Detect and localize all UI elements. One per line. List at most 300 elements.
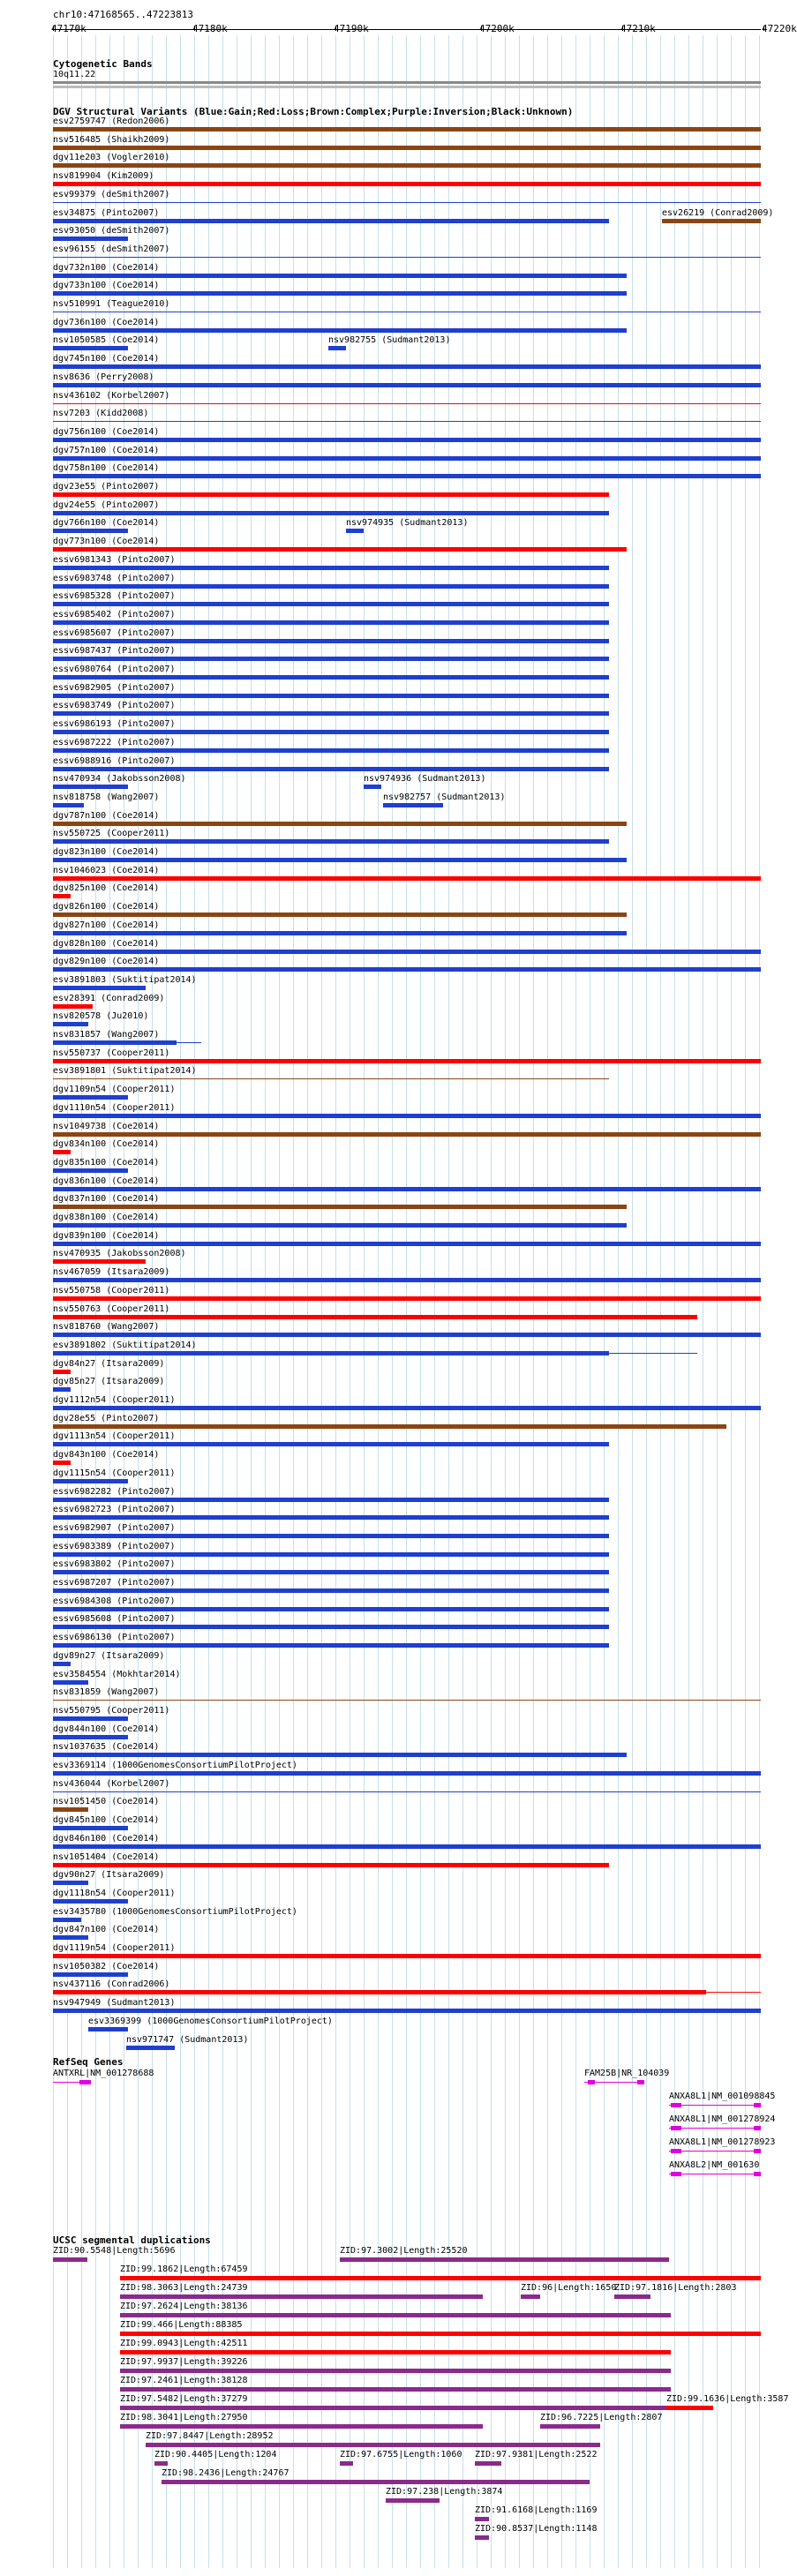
variant-bar[interactable] [53, 986, 146, 990]
cytoband-strip-lower [53, 86, 761, 88]
gene-exon[interactable] [754, 2126, 761, 2130]
variant-bar[interactable] [53, 1552, 609, 1557]
segdup-label: ZID:97.8447|Length:28952 [146, 2431, 274, 2441]
segdup-label: ZID:99.1862|Length:67459 [120, 2264, 248, 2274]
variant-bar[interactable] [53, 1333, 761, 1337]
gene-label: ANXA8L1|NM_001278924 [669, 2114, 776, 2124]
segdup-bar[interactable] [614, 2294, 650, 2299]
variant-bar[interactable] [53, 1004, 93, 1009]
variant-label: dgv90n27 (Itsara2009) [53, 1870, 165, 1880]
variant-tail-line [177, 1042, 201, 1043]
gene-intron-line [669, 2105, 761, 2106]
variant-label: essv6980764 (Pinto2007) [53, 665, 176, 674]
variant-bar[interactable] [53, 1826, 128, 1830]
variant-bar[interactable] [53, 237, 128, 241]
segdup-label: ZID:97.9381|Length:2522 [475, 2450, 598, 2460]
variant-bar[interactable] [364, 785, 381, 789]
segdup-bar[interactable] [521, 2294, 540, 2299]
gene-exon[interactable] [671, 2126, 681, 2130]
variant-bar[interactable] [53, 383, 761, 387]
variant-label: esv3369114 (1000GenomesConsortiumPilotProject) [53, 1761, 297, 1770]
variant-label: dgv758n100 (Coe2014) [53, 463, 160, 473]
segdup-bar[interactable] [120, 2350, 671, 2354]
segdup-bar[interactable] [120, 2294, 483, 2299]
variant-label: dgv846n100 (Coe2014) [53, 1834, 160, 1844]
grid-line [180, 35, 181, 2568]
variant-bar[interactable] [53, 1935, 88, 1940]
variant-bar[interactable] [53, 456, 761, 461]
variant-bar[interactable] [53, 1223, 627, 1228]
variant-thin-bar[interactable] [53, 257, 761, 258]
variant-label: nsv982757 (Sudmant2013) [383, 792, 506, 802]
grid-line [604, 35, 605, 2568]
variant-bar[interactable] [53, 1187, 761, 1191]
ruler-tick-label: 47190k [334, 23, 369, 34]
variant-label: dgv89n27 (Itsara2009) [53, 1651, 165, 1661]
variant-label: nsv1049738 (Coe2014) [53, 1122, 160, 1131]
variant-bar[interactable] [53, 1534, 609, 1538]
variant-bar[interactable] [53, 1168, 128, 1173]
variant-label: dgv1110n54 (Cooper2011) [53, 1103, 176, 1113]
variant-bar[interactable] [53, 566, 609, 570]
variant-bar[interactable] [53, 1351, 609, 1356]
variant-bar[interactable] [53, 547, 627, 552]
variant-label: esv3891802 (Suktitipat2014) [53, 1341, 197, 1350]
ucsc-track-title: UCSC segmental duplications [53, 2234, 211, 2246]
variant-label: essv6988916 (Pinto2007) [53, 756, 176, 766]
variant-bar[interactable] [53, 274, 627, 278]
variant-bar[interactable] [53, 876, 761, 881]
variant-thin-bar[interactable] [53, 1078, 609, 1079]
grid-line [519, 35, 520, 2568]
variant-bar[interactable] [53, 1461, 71, 1465]
variant-label: nsv820578 (Ju2010) [53, 1011, 149, 1021]
variant-label: essv6982905 (Pinto2007) [53, 683, 176, 693]
variant-label: nsv470935 (Jakobsson2008) [53, 1249, 186, 1258]
variant-label: dgv11e203 (Vogler2010) [53, 153, 170, 162]
variant-thin-bar[interactable] [53, 421, 761, 422]
grid-line [491, 35, 492, 2568]
variant-label: dgv837n100 (Coe2014) [53, 1194, 160, 1204]
variant-label: nsv437116 (Conrad2006) [53, 1979, 170, 1989]
variant-label: essv6987207 (Pinto2007) [53, 1578, 176, 1588]
segdup-bar[interactable] [146, 2443, 600, 2447]
variant-label: essv6986193 (Pinto2007) [53, 719, 176, 729]
variant-bar[interactable] [53, 474, 761, 478]
variant-label: dgv787n100 (Coe2014) [53, 811, 160, 821]
variant-bar[interactable] [53, 711, 609, 716]
variant-label: nsv550725 (Cooper2011) [53, 829, 170, 838]
variant-label: dgv23e55 (Pinto2007) [53, 482, 160, 492]
grid-line [434, 35, 435, 2568]
variant-label: dgv825n100 (Coe2014) [53, 883, 160, 893]
gene-exon[interactable] [588, 2080, 595, 2084]
grid-line [378, 35, 379, 2568]
cytoband-label: 10q11.22 [53, 70, 96, 79]
segdup-bar[interactable] [120, 2332, 761, 2336]
gene-exon[interactable] [637, 2080, 644, 2084]
variant-bar[interactable] [53, 1259, 146, 1264]
segdup-bar[interactable] [386, 2498, 440, 2503]
variant-tail-line [706, 1992, 761, 1993]
grid-line [547, 35, 548, 2568]
variant-thin-bar[interactable] [53, 1700, 761, 1701]
grid-line [462, 35, 463, 2568]
segdup-bar[interactable] [162, 2480, 590, 2484]
variant-bar[interactable] [53, 438, 761, 442]
variant-label: nsv550795 (Cooper2011) [53, 1706, 170, 1716]
variant-bar[interactable] [53, 1716, 128, 1721]
segdup-bar[interactable] [120, 2313, 671, 2317]
variant-label: nsv550758 (Cooper2011) [53, 1286, 170, 1296]
variant-label: dgv1118n54 (Cooper2011) [53, 1889, 176, 1898]
variant-tail-line [609, 1353, 697, 1354]
gene-label: ANXA8L1|NM_001098845 [669, 2092, 776, 2101]
segdup-bar[interactable] [120, 2424, 483, 2429]
variant-bar[interactable] [53, 1625, 609, 1629]
segdup-label: ZID:98.3063|Length:24739 [120, 2283, 248, 2293]
segdup-label: ZID:91.6168|Length:1169 [475, 2505, 598, 2515]
variant-label: dgv766n100 (Coe2014) [53, 518, 160, 528]
variant-label: nsv436102 (Korbel2007) [53, 391, 170, 401]
variant-label: esv3435780 (1000GenomesConsortiumPilotProject) [53, 1907, 297, 1917]
variant-label: dgv829n100 (Coe2014) [53, 957, 160, 966]
variant-label: dgv757n100 (Coe2014) [53, 446, 160, 455]
variant-label: essv6981343 (Pinto2007) [53, 555, 176, 565]
variant-bar[interactable] [53, 1771, 761, 1776]
segdup-label: ZID:97.9937|Length:39226 [120, 2357, 248, 2367]
segdup-label: ZID:90.4405|Length:1204 [154, 2450, 277, 2460]
variant-bar[interactable] [53, 1132, 761, 1137]
variant-bar[interactable] [53, 511, 609, 515]
segdup-label: ZID:97.6755|Length:1060 [340, 2450, 462, 2460]
variant-label: dgv845n100 (Coe2014) [53, 1815, 160, 1825]
variant-bar[interactable] [53, 803, 84, 807]
variant-bar[interactable] [53, 602, 609, 606]
variant-label: essv6985608 (Pinto2007) [53, 1614, 176, 1624]
variant-tail-line [66, 1919, 81, 1920]
segdup-label: ZID:98.2436|Length:24767 [162, 2468, 289, 2478]
variant-bar[interactable] [53, 1022, 88, 1026]
variant-bar[interactable] [53, 858, 627, 862]
variant-bar[interactable] [53, 639, 609, 643]
gene-label: FAM25B|NR_104039 [584, 2069, 670, 2078]
segdup-label: ZID:97.2624|Length:38136 [120, 2302, 248, 2311]
variant-label: essv6983802 (Pinto2007) [53, 1559, 176, 1569]
segdup-bar[interactable] [475, 2535, 489, 2540]
variant-bar[interactable] [53, 584, 609, 589]
variant-bar[interactable] [53, 1881, 88, 1885]
variant-label: dgv84n27 (Itsara2009) [53, 1359, 165, 1369]
variant-label: nsv516485 (Shaikh2009) [53, 135, 170, 145]
variant-label: nsv467059 (Itsara2009) [53, 1267, 170, 1277]
segdup-label: ZID:96.7225|Length:2807 [540, 2413, 663, 2422]
variant-label: esv2759747 (Redon2006) [53, 116, 170, 126]
variant-bar[interactable] [53, 1059, 761, 1063]
variant-label: nsv1050382 (Coe2014) [53, 1962, 160, 1971]
variant-label: essv6982907 (Pinto2007) [53, 1523, 176, 1533]
variant-label: dgv827n100 (Coe2014) [53, 920, 160, 930]
variant-bar[interactable] [53, 364, 761, 369]
grid-line [745, 35, 746, 2568]
variant-bar[interactable] [53, 291, 627, 296]
ruler-tick-label: 47180k [192, 23, 228, 34]
variant-thin-bar[interactable] [53, 1791, 761, 1792]
variant-bar[interactable] [53, 950, 761, 954]
variant-label: esv3369399 (1000GenomesConsortiumPilotProject) [88, 2016, 333, 2026]
refseq-track-title: RefSeq Genes [53, 2056, 124, 2068]
variant-label: nsv1037635 (Coe2014) [53, 1742, 160, 1752]
variant-label: nsv947949 (Sudmant2013) [53, 1998, 176, 2008]
grid-line [335, 35, 336, 2568]
gene-exon[interactable] [754, 2149, 761, 2153]
variant-label: essv6983389 (Pinto2007) [53, 1542, 176, 1551]
variant-bar[interactable] [53, 1899, 128, 1904]
gene-exon[interactable] [84, 2080, 91, 2084]
variant-label: nsv550763 (Cooper2011) [53, 1304, 170, 1314]
gene-intron-line [669, 2128, 761, 2129]
variant-label: esv96155 (deSmith2007) [53, 244, 170, 254]
grid-line [392, 35, 393, 2568]
variant-bar[interactable] [53, 1315, 697, 1319]
variant-label: dgv839n100 (Coe2014) [53, 1231, 160, 1241]
variant-bar[interactable] [53, 1680, 88, 1685]
variant-bar[interactable] [53, 1296, 761, 1301]
segdup-bar[interactable] [475, 2461, 501, 2466]
variant-bar[interactable] [53, 346, 128, 350]
segdup-label: ZID:98.3041|Length:27950 [120, 2413, 248, 2422]
segdup-label: ZID:97.3002|Length:25520 [340, 2246, 468, 2256]
variant-bar[interactable] [53, 1442, 609, 1446]
variant-bar[interactable] [53, 894, 71, 898]
gene-exon[interactable] [754, 2103, 761, 2107]
variant-label: nsv982755 (Sudmant2013) [328, 335, 451, 345]
grid-line [561, 35, 562, 2568]
variant-label: dgv1113n54 (Cooper2011) [53, 1431, 176, 1441]
segdup-bar[interactable] [120, 2387, 671, 2392]
variant-label: dgv844n100 (Coe2014) [53, 1724, 160, 1734]
variant-bar[interactable] [53, 730, 609, 734]
variant-bar[interactable] [53, 694, 609, 698]
variant-bar[interactable] [346, 529, 364, 533]
variant-bar[interactable] [53, 785, 128, 789]
variant-bar[interactable] [88, 2027, 128, 2032]
variant-label: esv93050 (deSmith2007) [53, 226, 170, 236]
variant-bar[interactable] [53, 146, 761, 150]
variant-label: nsv1051450 (Coe2014) [53, 1797, 160, 1806]
segdup-bar[interactable] [120, 2369, 671, 2373]
variant-label: nsv470934 (Jakobsson2008) [53, 774, 186, 784]
segdup-label: ZID:99.466|Length:88385 [120, 2320, 243, 2330]
variant-bar[interactable] [53, 620, 609, 625]
variant-bar[interactable] [53, 328, 627, 333]
variant-bar[interactable] [53, 1863, 609, 1867]
grid-line [660, 35, 661, 2568]
variant-bar[interactable] [53, 1370, 71, 1374]
variant-label: dgv838n100 (Coe2014) [53, 1213, 160, 1222]
variant-bar[interactable] [53, 1040, 177, 1045]
grid-line [575, 35, 576, 2568]
variant-label: nsv8636 (Perry2008) [53, 372, 154, 382]
variant-bar[interactable] [328, 346, 346, 350]
variant-label: nsv819904 (Kim2009) [53, 171, 154, 181]
grid-line [759, 35, 760, 2568]
grid-line [406, 35, 407, 2568]
grid-line [632, 35, 633, 2568]
segdup-bar[interactable] [666, 2406, 713, 2410]
grid-line [194, 35, 195, 2568]
variant-label: nsv510991 (Teague2010) [53, 299, 170, 309]
variant-label: essv6985402 (Pinto2007) [53, 610, 176, 620]
variant-bar[interactable] [53, 675, 609, 680]
segdup-bar[interactable] [154, 2461, 168, 2466]
grid-line [208, 35, 209, 2568]
variant-bar[interactable] [53, 839, 609, 844]
grid-line [364, 35, 365, 2568]
variant-bar[interactable] [53, 1972, 128, 1977]
variant-bar[interactable] [662, 219, 761, 223]
variant-bar[interactable] [53, 1278, 761, 1282]
variant-bar[interactable] [53, 1150, 71, 1154]
variant-bar[interactable] [53, 1643, 609, 1648]
variant-bar[interactable] [53, 2009, 761, 2013]
segdup-label: ZID:97.238|Length:3874 [386, 2487, 503, 2497]
variant-bar[interactable] [53, 182, 761, 186]
variant-label: esv26219 (Conrad2009) [662, 208, 774, 218]
variant-label: essv6982723 (Pinto2007) [53, 1505, 176, 1514]
segdup-bar[interactable] [340, 2461, 353, 2466]
variant-label: dgv836n100 (Coe2014) [53, 1176, 160, 1186]
variant-bar[interactable] [53, 492, 609, 497]
grid-line [646, 35, 647, 2568]
variant-bar[interactable] [53, 767, 609, 771]
segdup-bar[interactable] [120, 2406, 671, 2410]
variant-label: esv34875 (Pinto2007) [53, 208, 160, 218]
grid-line [533, 35, 534, 2568]
variant-thin-bar[interactable] [53, 403, 761, 404]
variant-label: dgv828n100 (Coe2014) [53, 939, 160, 949]
variant-bar[interactable] [53, 967, 761, 972]
variant-bar[interactable] [53, 657, 609, 661]
variant-label: dgv1112n54 (Cooper2011) [53, 1395, 176, 1405]
variant-label: esv3891803 (Suktitipat2014) [53, 975, 197, 985]
variant-label: esv3584554 (Mokhtar2014) [53, 1670, 181, 1679]
variant-bar[interactable] [53, 1095, 128, 1100]
variant-label: dgv835n100 (Coe2014) [53, 1158, 160, 1168]
variant-label: essv6985607 (Pinto2007) [53, 628, 176, 638]
variant-bar[interactable] [53, 1753, 627, 1757]
grid-line [505, 35, 506, 2568]
variant-bar[interactable] [53, 163, 761, 168]
variant-bar[interactable] [53, 127, 761, 131]
variant-bar[interactable] [53, 1114, 761, 1118]
variant-bar[interactable] [126, 2046, 175, 2050]
variant-bar[interactable] [53, 1662, 71, 1666]
segdup-label: ZID:99.1636|Length:3587 [666, 2394, 789, 2404]
grid-line [166, 35, 167, 2568]
variant-label: dgv732n100 (Coe2014) [53, 263, 160, 273]
grid-line [152, 35, 153, 2568]
variant-bar[interactable] [53, 931, 627, 935]
gene-exon[interactable] [671, 2103, 681, 2107]
variant-bar[interactable] [383, 803, 443, 807]
grid-line [293, 35, 294, 2568]
variant-bar[interactable] [53, 912, 627, 917]
gene-exon[interactable] [671, 2172, 681, 2176]
variant-bar[interactable] [53, 1588, 609, 1593]
ruler-tick-label: 47210k [620, 23, 656, 34]
variant-label: nsv436044 (Korbel2007) [53, 1779, 170, 1789]
variant-bar[interactable] [53, 1954, 761, 1958]
variant-bar[interactable] [53, 1479, 128, 1483]
variant-label: essv6985328 (Pinto2007) [53, 591, 176, 601]
variant-bar[interactable] [53, 1990, 706, 1994]
coordinate-label: chr10:47168565..47223813 [53, 9, 193, 20]
variant-bar[interactable] [53, 822, 627, 826]
segdup-bar[interactable] [540, 2424, 600, 2429]
segdup-label: ZID:90.5548|Length:5696 [53, 2246, 176, 2256]
variant-label: esv3891801 (Suktitipat2014) [53, 1066, 197, 1076]
segdup-bar[interactable] [53, 2257, 87, 2262]
variant-label: essv6983748 (Pinto2007) [53, 574, 176, 583]
segdup-label: ZID:97.5482|Length:37279 [120, 2394, 248, 2404]
variant-bar[interactable] [53, 1570, 609, 1574]
variant-label: nsv1051404 (Coe2014) [53, 1852, 160, 1862]
variant-label: nsv831857 (Wang2007) [53, 1030, 160, 1040]
grid-line [688, 35, 689, 2568]
variant-bar[interactable] [53, 1607, 609, 1611]
variant-bar[interactable] [53, 1498, 609, 1502]
variant-bar[interactable] [53, 1424, 726, 1429]
grid-line [251, 35, 252, 2568]
segdup-bar[interactable] [120, 2276, 761, 2280]
variant-bar[interactable] [53, 1387, 71, 1392]
variant-bar[interactable] [53, 1844, 761, 1849]
variant-bar[interactable] [53, 1242, 761, 1246]
cytoband-track-title: Cytogenetic Bands [53, 58, 153, 70]
segdup-label: ZID:90.8537|Length:1148 [475, 2524, 598, 2534]
variant-bar[interactable] [53, 748, 609, 753]
variant-label: essv6987222 (Pinto2007) [53, 738, 176, 747]
variant-thin-bar[interactable] [53, 202, 761, 203]
gene-exon[interactable] [754, 2172, 761, 2176]
segdup-bar[interactable] [340, 2257, 669, 2262]
variant-label: nsv974936 (Sudmant2013) [364, 774, 486, 784]
gene-label: ANTXRL|NM_001278688 [53, 2069, 154, 2078]
variant-label: nsv831859 (Wang2007) [53, 1687, 160, 1697]
grid-line [420, 35, 421, 2568]
variant-bar[interactable] [53, 1735, 128, 1739]
variant-label: nsv550737 (Cooper2011) [53, 1048, 170, 1058]
grid-line [731, 35, 732, 2568]
variant-bar[interactable] [53, 1205, 627, 1209]
variant-bar[interactable] [53, 1406, 761, 1410]
variant-label: dgv823n100 (Coe2014) [53, 847, 160, 857]
grid-line [618, 35, 619, 2568]
segdup-label: ZID:96|Length:1650 [521, 2283, 617, 2293]
cytoband-strip[interactable] [53, 81, 761, 84]
variant-bar[interactable] [53, 1515, 609, 1520]
variant-bar[interactable] [53, 1807, 88, 1812]
segdup-bar[interactable] [475, 2517, 489, 2521]
variant-bar[interactable] [53, 219, 609, 223]
variant-label: essv6983749 (Pinto2007) [53, 701, 176, 710]
variant-label: dgv745n100 (Coe2014) [53, 354, 160, 364]
gene-exon[interactable] [671, 2149, 681, 2153]
grid-line [279, 35, 280, 2568]
variant-label: dgv847n100 (Coe2014) [53, 1925, 160, 1934]
variant-bar[interactable] [53, 529, 128, 533]
